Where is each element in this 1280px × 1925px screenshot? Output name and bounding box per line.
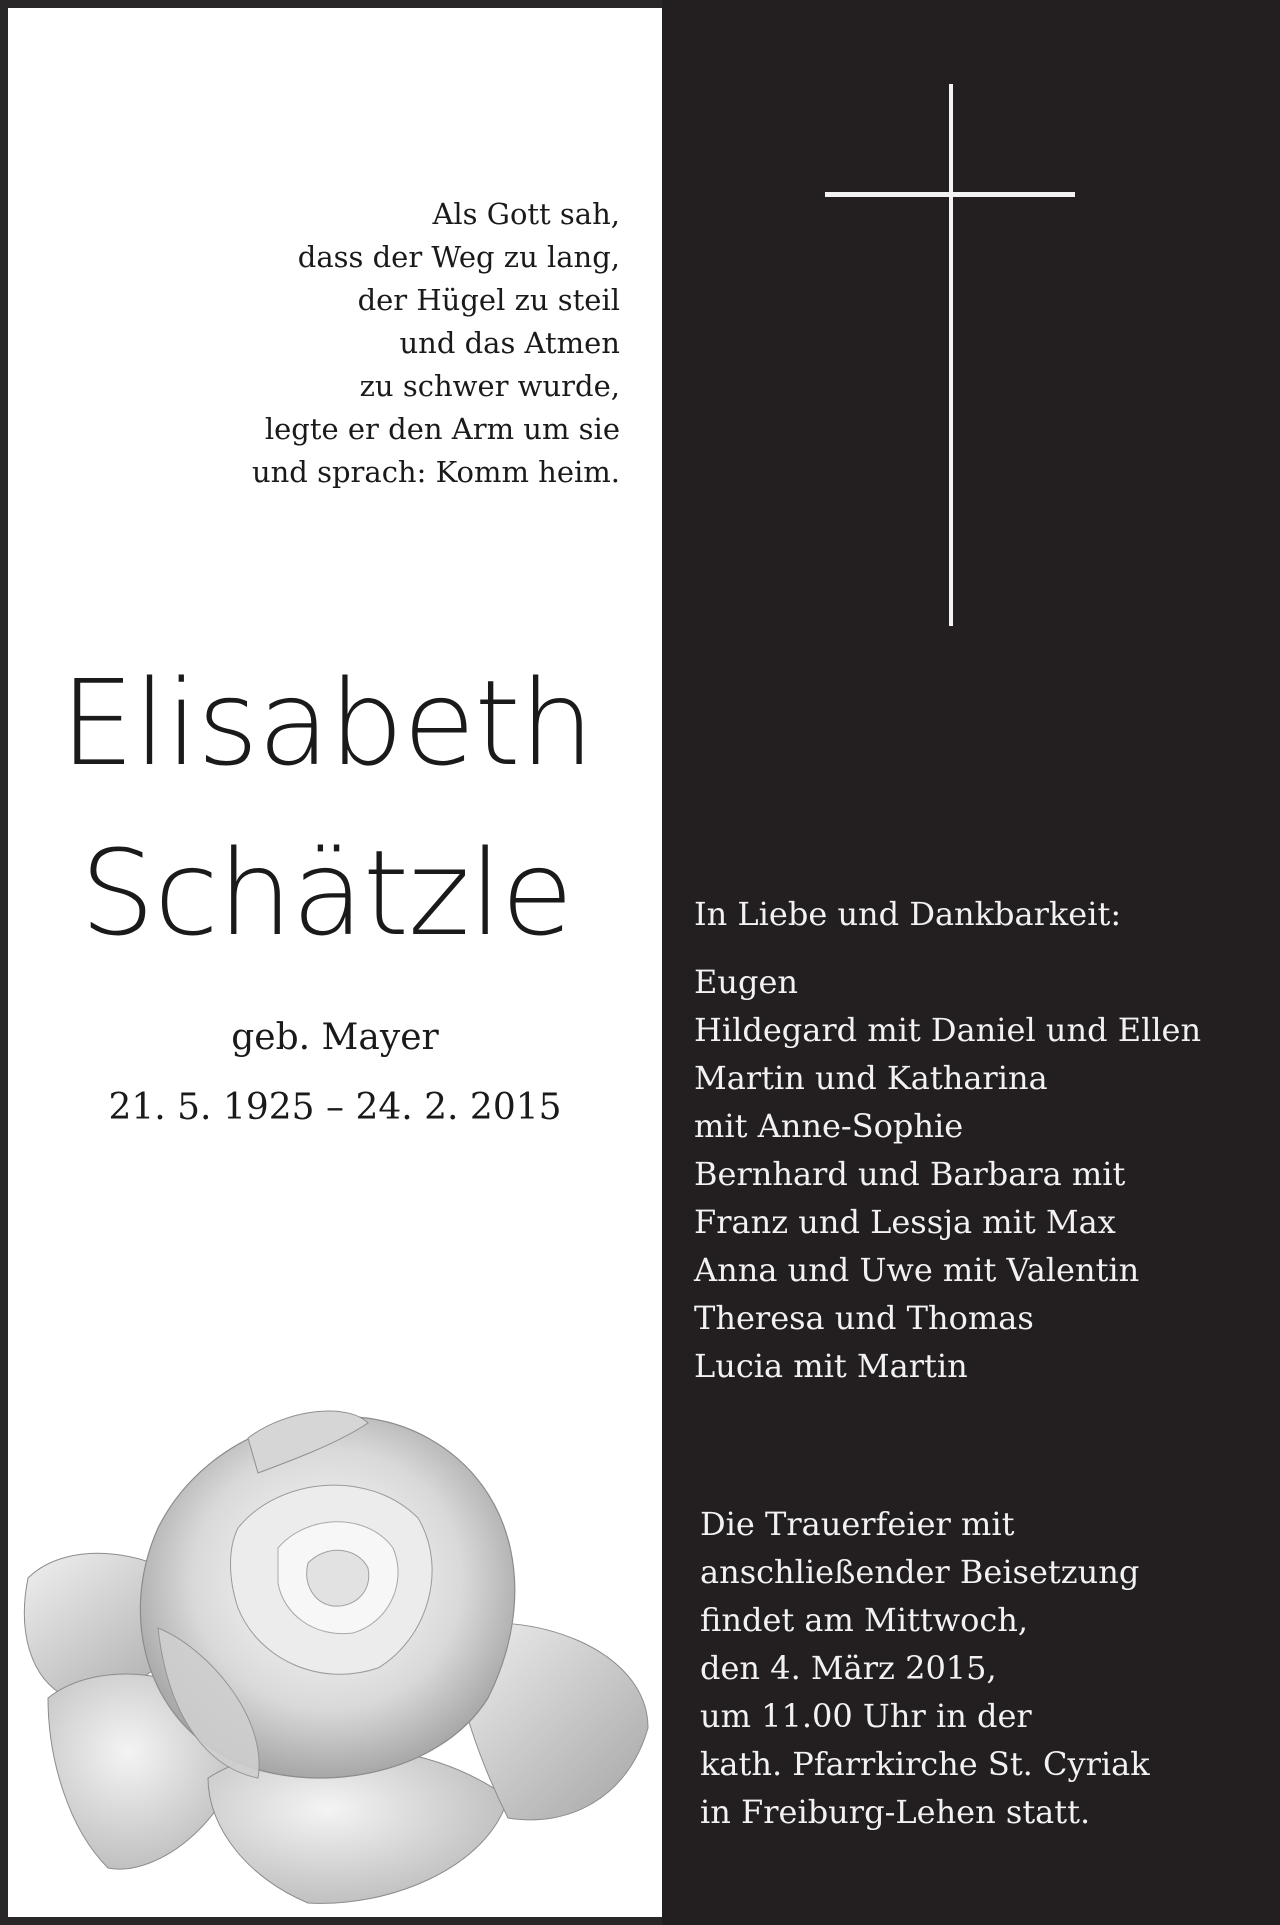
- funeral-line: den 4. März 2015,: [700, 1649, 997, 1687]
- cross-icon: [662, 0, 1280, 640]
- right-panel: [662, 0, 1280, 1925]
- family-line: Bernhard und Barbara mit: [694, 1155, 1126, 1193]
- funeral-info: [694, 1500, 1274, 1836]
- funeral-line: findet am Mittwoch,: [700, 1601, 1029, 1639]
- rose-image: [8, 1398, 662, 1917]
- family-line: Franz und Lessja mit Max: [694, 1203, 1116, 1241]
- poem-line: legte er den Arm um sie: [264, 412, 620, 446]
- funeral-line: in Freiburg-Lehen statt.: [700, 1793, 1091, 1831]
- last-name: Schätzle: [80, 824, 573, 962]
- right-text: [694, 890, 1274, 1836]
- family-line: Lucia mit Martin: [694, 1347, 968, 1385]
- family-line: Anna und Uwe mit Valentin: [694, 1251, 1140, 1289]
- poem-line: Als Gott sah,: [432, 197, 620, 231]
- poem-line: zu schwer wurde,: [359, 369, 620, 403]
- first-name: Elisabeth: [60, 654, 594, 792]
- family-line: mit Anne-Sophie: [694, 1107, 964, 1145]
- thanks-heading: In Liebe und Dankbarkeit:: [694, 895, 1122, 933]
- family-line: Theresa und Thomas: [694, 1299, 1034, 1337]
- funeral-line: Die Trauerfeier mit: [700, 1505, 1015, 1543]
- poem-line: dass der Weg zu lang,: [297, 240, 620, 274]
- family-line: Martin und Katharina: [694, 1059, 1048, 1097]
- maiden-name: geb. Mayer: [231, 1017, 439, 1058]
- life-dates: 21. 5. 1925 – 24. 2. 2015: [108, 1087, 562, 1128]
- poem: [120, 193, 620, 494]
- family-line: Eugen: [694, 963, 798, 1001]
- left-panel: [8, 8, 662, 1917]
- poem-line: der Hügel zu steil: [357, 283, 620, 317]
- poem-line: und das Atmen: [399, 326, 620, 360]
- family-line: Hildegard mit Daniel und Ellen: [694, 1011, 1202, 1049]
- funeral-line: um 11.00 Uhr in der: [700, 1697, 1032, 1735]
- funeral-line: anschließender Beisetzung: [700, 1553, 1140, 1591]
- family-list: [694, 958, 1274, 1390]
- funeral-line: kath. Pfarrkirche St. Cyriak: [700, 1745, 1150, 1783]
- poem-line: und sprach: Komm heim.: [251, 455, 620, 489]
